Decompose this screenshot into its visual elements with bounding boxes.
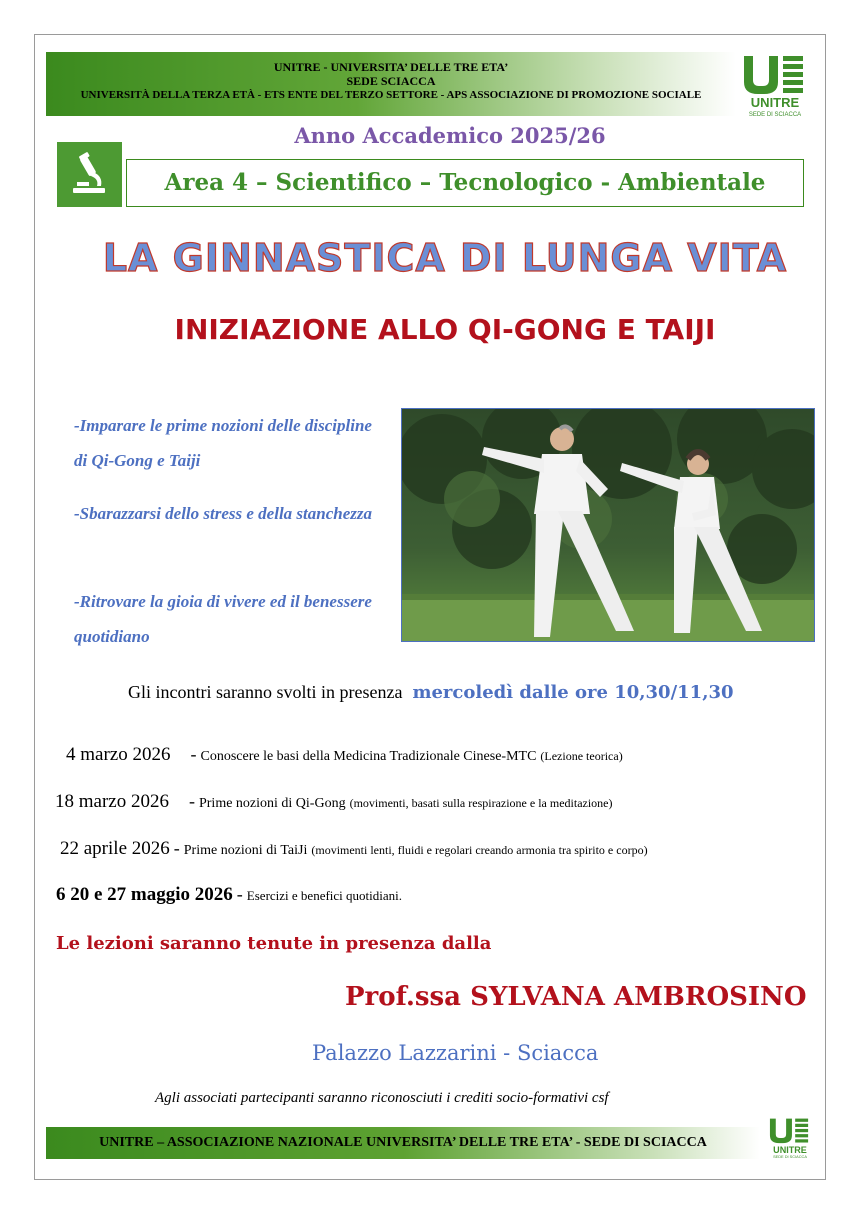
schedule-line — [128, 682, 828, 703]
unitre-logo — [741, 54, 809, 118]
date-row: 4 marzo 2026 - Conoscere le basi della Medicina Tradizionale Cinese-MTC (Lezione teorica) — [66, 744, 623, 765]
header-band — [46, 52, 736, 116]
bullet-item: -Ritrovare la gioia di vivere ed il benessere quotidiano — [74, 592, 372, 646]
unitre-logo-mark-icon — [741, 54, 809, 118]
date-row: 18 marzo 2026 - Prime nozioni di Qi-Gong (movimenti, basati sulla respirazione e la meditazione) — [55, 791, 613, 812]
date-topic: Prime nozioni di TaiJi — [183, 843, 308, 858]
header-description: UNIVERSITÀ DELLA TERZA ETÀ - ETS ENTE DEL TERZO SETTORE - APS ASSOCIAZIONE DI PROMOZIONE SOCIALE — [80, 89, 702, 101]
professor-name: Prof.ssa SYLVANA AMBROSINO — [345, 982, 807, 1012]
lessons-note: Le lezioni saranno tenute in presenza dalla — [56, 933, 492, 954]
date-row: 22 aprile 2026 - Prime nozioni di TaiJi (movimenti lenti, fluidi e regolari creando armonia tra spirito e corpo) — [60, 838, 648, 859]
header-org-name: UNITRE - UNIVERSITA’ DELLE TRE ETA’ — [273, 60, 509, 74]
logo-sub: SEDE DI SCIACCA — [748, 112, 802, 118]
date-topic: Conoscere le basi della Medicina Tradizionale Cinese-MTC — [200, 749, 537, 764]
date-topic: Prime nozioni di Qi-Gong — [198, 796, 346, 811]
credits-note: Agli associati partecipanti saranno riconosciuti i crediti socio-formativi csf — [155, 1090, 609, 1106]
academic-year: Anno Accademico 2025/26 — [294, 123, 606, 148]
header-seat: SEDE SCIACCA — [346, 74, 436, 88]
date-value: 22 aprile 2026 — [60, 838, 170, 859]
svg-text:UNITRE: UNITRE — [773, 1144, 807, 1155]
bullet-item: -Imparare le prime nozioni delle discipline di Qi-Gong e Taiji — [74, 416, 372, 470]
date-row: 6 20 e 27 maggio 2026 - Esercizi e benefici quotidiani. — [56, 884, 403, 905]
schedule-highlight: mercoledì dalle ore 10,30/11,30 — [412, 682, 734, 703]
taiji-photo — [401, 408, 815, 642]
subtitle: INIZIAZIONE ALLO QI-GONG E TAIJI — [174, 313, 716, 346]
main-title: LA GINNASTICA DI LUNGA VITA — [102, 236, 788, 280]
area-label: Area 4 – Scientifico – Tecnologico - Ambientale — [126, 159, 804, 207]
date-value: 18 marzo 2026 — [55, 791, 169, 812]
footer-band: UNITRE – ASSOCIAZIONE NAZIONALE UNIVERSITA’ DELLE TRE ETA’ - SEDE DI SCIACCA — [46, 1127, 760, 1159]
schedule-intro: Gli incontri saranno svolti in presenza — [128, 682, 403, 702]
unitre-logo-small — [768, 1116, 812, 1160]
svg-text:SEDE DI SCIACCA: SEDE DI SCIACCA — [773, 1154, 807, 1160]
logo-word: UNITRE — [750, 95, 800, 110]
unitre-logo-small-icon — [768, 1116, 812, 1160]
venue: Palazzo Lazzarini - Sciacca — [312, 1041, 599, 1065]
date-note: (movimenti, basati sulla respirazione e la meditazione) — [349, 796, 613, 810]
date-note: (Lezione teorica) — [540, 749, 623, 763]
microscope-icon — [57, 142, 122, 207]
date-topic: Esercizi e benefici quotidiani. — [246, 888, 403, 903]
date-note: (movimenti lenti, fluidi e regolari creando armonia tra spirito e corpo) — [311, 843, 648, 857]
bullet-item: -Sbarazzarsi dello stress e della stanchezza — [74, 504, 372, 523]
date-value: 6 20 e 27 maggio 2026 — [56, 884, 233, 905]
date-value: 4 marzo 2026 — [66, 744, 171, 765]
